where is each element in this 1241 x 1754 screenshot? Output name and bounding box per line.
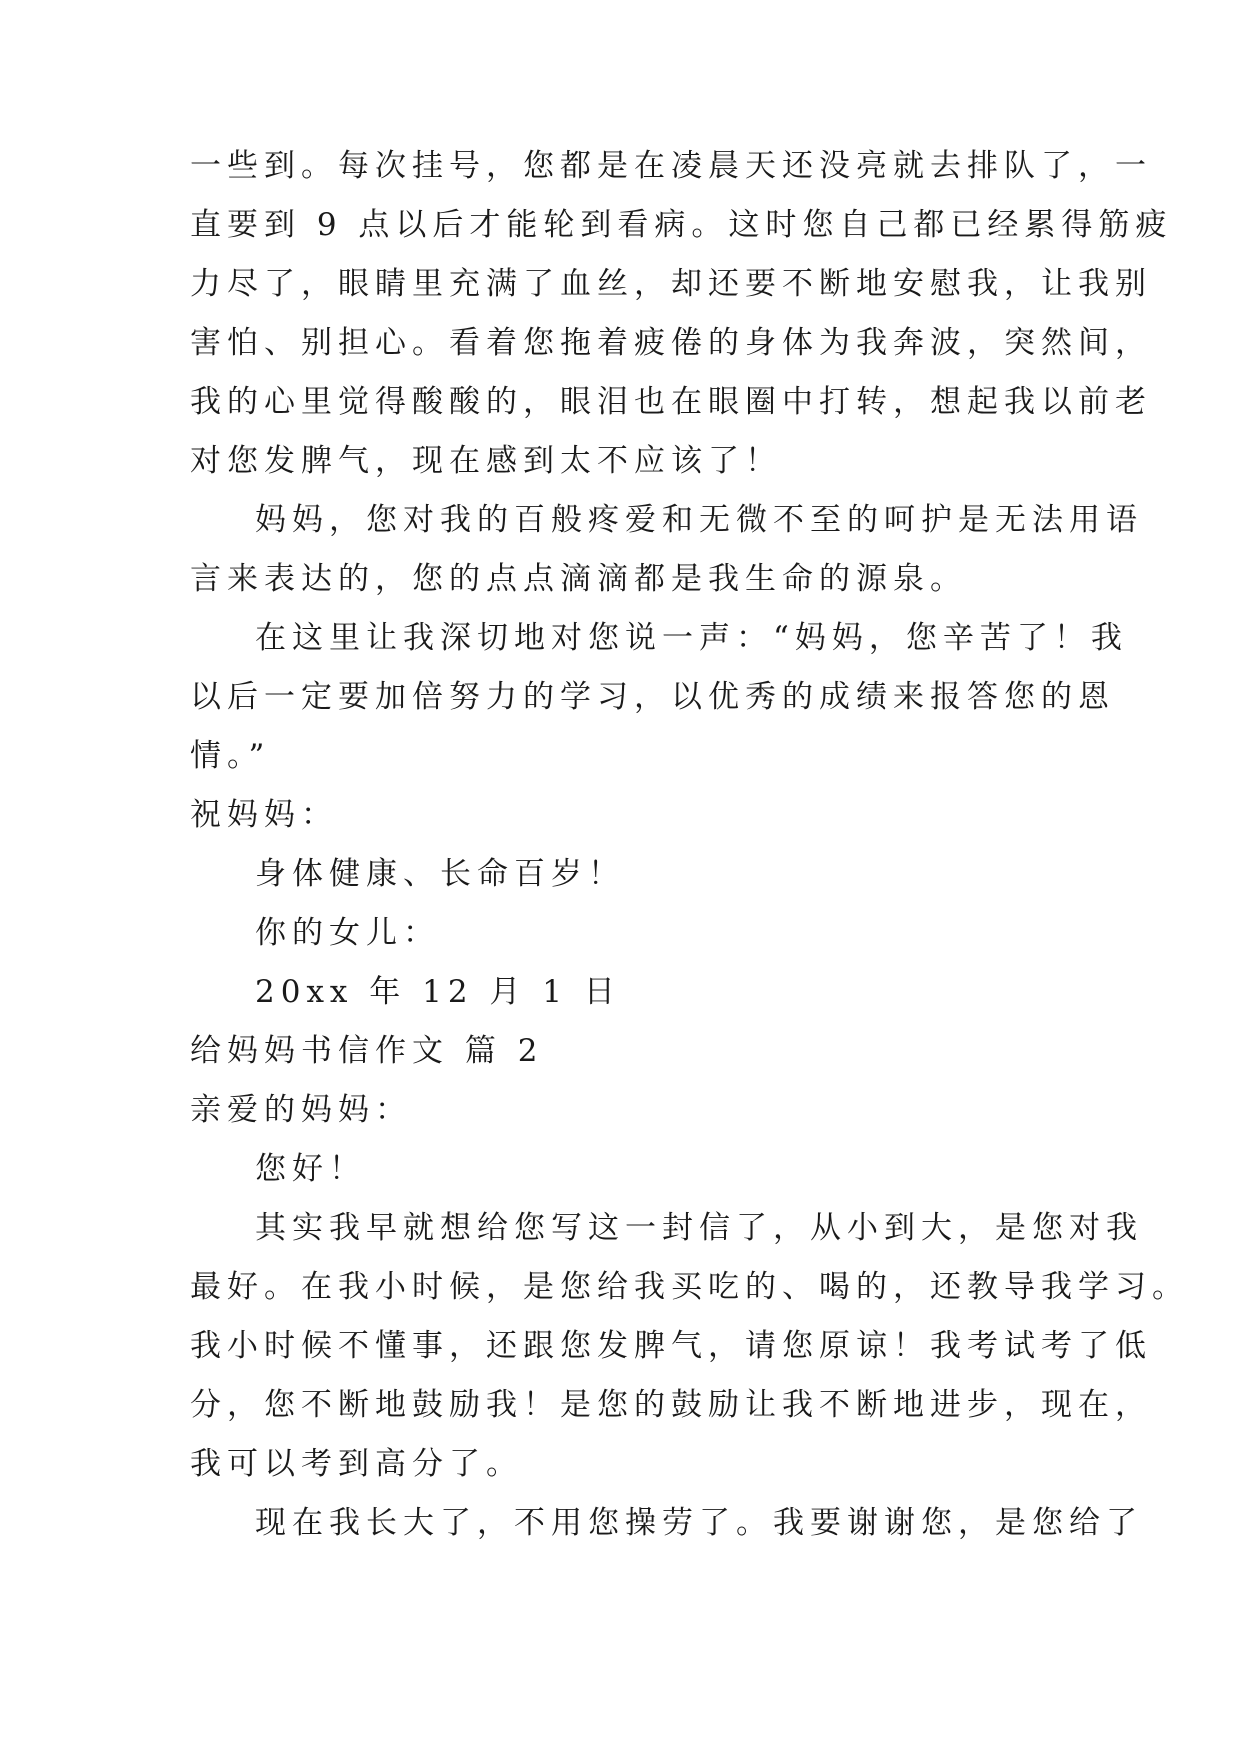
paragraph-line: 其实我早就想给您写这一封信了，从小到大，是您对我	[255, 1210, 1143, 1246]
paragraph-line: 一些到。每次挂号，您都是在凌晨天还没亮就去排队了，一	[190, 148, 1152, 184]
greeting-line: 亲爱的妈妈：	[190, 1092, 412, 1128]
signature-line: 你的女儿：	[255, 915, 440, 951]
paragraph-line: 情。”	[190, 738, 271, 774]
paragraph-line: 直要到 9 点以后才能轮到看病。这时您自己都已经累得筋疲	[190, 207, 1173, 243]
paragraph-line: 害怕、别担心。看着您拖着疲倦的身体为我奔波，突然间，	[190, 325, 1152, 361]
paragraph-line: 我的心里觉得酸酸的，眼泪也在眼圈中打转，想起我以前老	[190, 384, 1152, 420]
paragraph-line: 现在我长大了，不用您操劳了。我要谢谢您，是您给了	[255, 1505, 1143, 1541]
paragraph-line: 最好。在我小时候，是您给我买吃的、喝的，还教导我学习。	[190, 1269, 1189, 1305]
date-line: 20xx 年 12 月 1 日	[255, 974, 621, 1010]
paragraph-line: 对您发脾气，现在感到太不应该了！	[190, 443, 782, 479]
salutation-line: 祝妈妈：	[190, 797, 338, 833]
paragraph-line: 分，您不断地鼓励我！是您的鼓励让我不断地进步，现在，	[190, 1387, 1152, 1423]
paragraph-line: 妈妈，您对我的百般疼爱和无微不至的呵护是无法用语	[255, 502, 1143, 538]
greeting-line: 您好！	[255, 1151, 366, 1187]
section-heading: 给妈妈书信作文 篇 2	[190, 1033, 544, 1069]
paragraph-line: 力尽了，眼睛里充满了血丝，却还要不断地安慰我，让我别	[190, 266, 1152, 302]
paragraph-line: 言来表达的，您的点点滴滴都是我生命的源泉。	[190, 561, 967, 597]
paragraph-line: 在这里让我深切地对您说一声：“妈妈，您辛苦了！我	[255, 620, 1128, 656]
wish-line: 身体健康、长命百岁！	[255, 856, 625, 892]
paragraph-line: 我可以考到高分了。	[190, 1446, 523, 1482]
paragraph-line: 我小时候不懂事，还跟您发脾气，请您原谅！我考试考了低	[190, 1328, 1152, 1364]
paragraph-line: 以后一定要加倍努力的学习，以优秀的成绩来报答您的恩	[190, 679, 1115, 715]
